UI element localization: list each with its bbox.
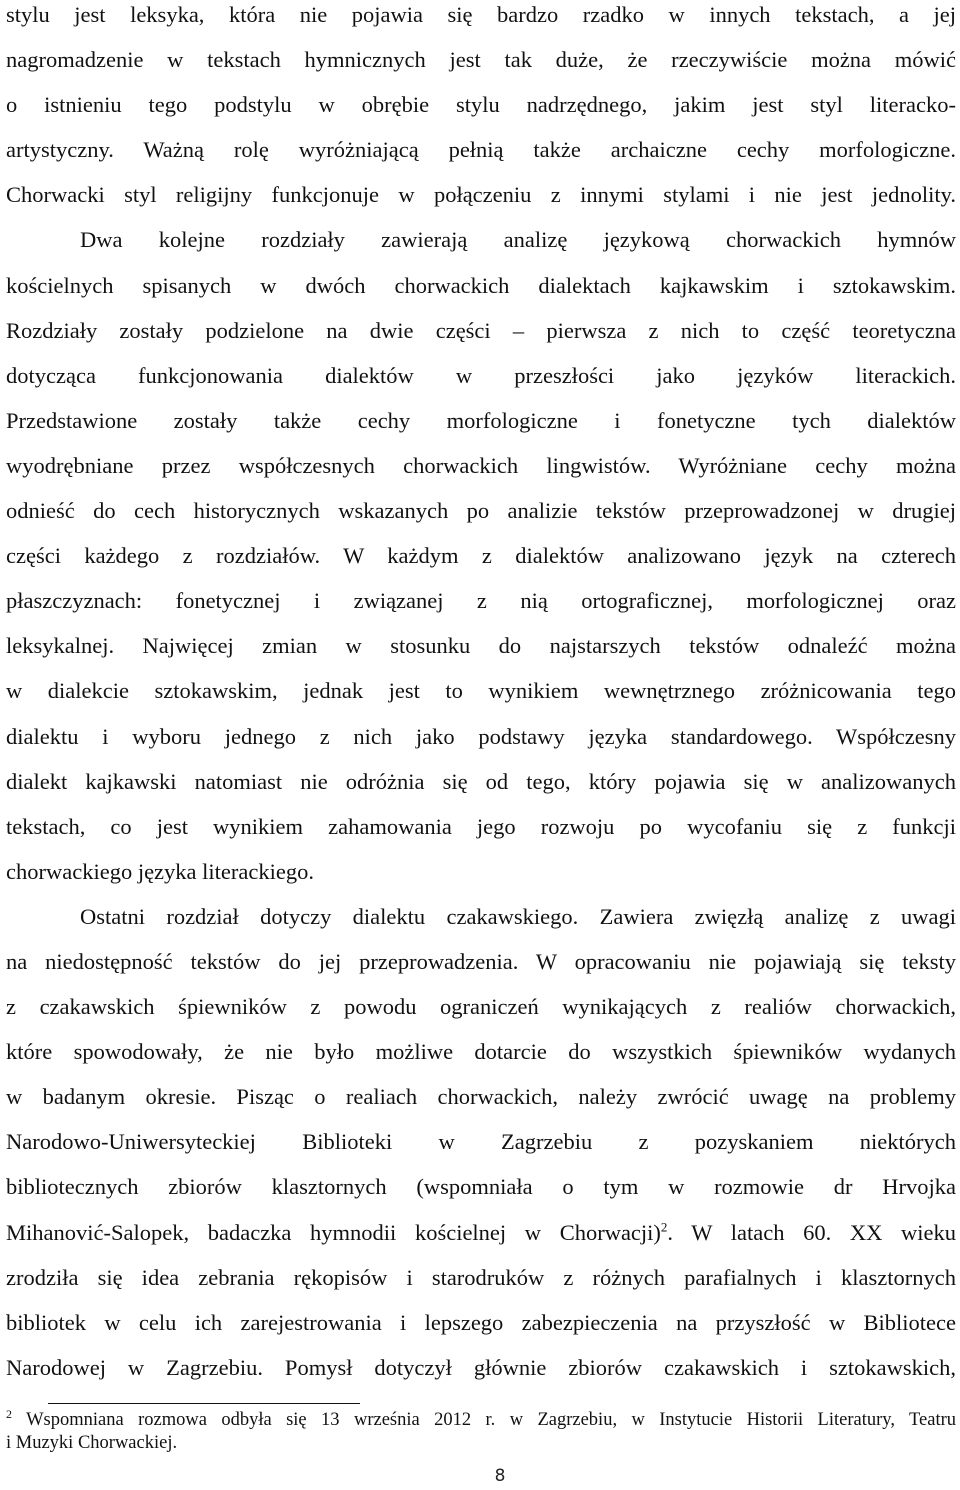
body-line: bibliotek w celu ich zarejestrowania i lepszego zabezpieczenia na przyszłość w Bibliotece	[6, 1309, 956, 1335]
body-line: Rozdziały zostały podzielone na dwie części – pierwsza z nich to część teoretyczna	[6, 317, 956, 343]
body-line: chorwackiego języka literackiego.	[6, 858, 314, 884]
body-line-with-footnote	[6, 1210, 956, 1255]
body-line: na niedostępność tekstów do jej przeprowadzenia. W opracowaniu nie pojawiają się teksty	[6, 948, 956, 974]
footnote-separator	[48, 1403, 360, 1404]
body-line: w badanym okresie. Pisząc o realiach chorwackich, należy zwrócić uwagę na problemy	[6, 1084, 956, 1110]
footnote-marker: 2	[6, 1406, 12, 1421]
body-line: które spowodowały, że nie było możliwe dotarcie do wszystkich śpiewników wydanych	[6, 1039, 956, 1065]
body-line: leksykalnej. Najwięcej zmian w stosunku do najstarszych tekstów odnaleźć można	[6, 633, 956, 659]
body-line: odnieść do cech historycznych wskazanych po analizie tekstów przeprowadzonej w drugiej	[6, 498, 956, 524]
body-line: wyodrębniane przez współczesnych chorwackich lingwistów. Wyróżniane cechy można	[6, 452, 956, 478]
body-line: Chorwacki styl religijny funkcjonuje w połączeniu z innymi stylami i nie jest jednolity.	[6, 182, 956, 208]
footnote-line: i Muzyki Chorwackiej.	[6, 1433, 178, 1453]
body-line: dialektu i wyboru jednego z nich jako podstawy języka standardowego. Współczesny	[6, 723, 956, 749]
body-line: tekstach, co jest wynikiem zahamowania jego rozwoju po wycofaniu się z funkcji	[6, 813, 956, 839]
footnote-text: Wspomniana rozmowa odbyła się 13 września 2012 r. w Zagrzebiu, w Instytucie Historii Literatury, Teatru	[12, 1410, 956, 1430]
body-line: artystyczny. Ważną rolę wyróżniającą pełnią także archaiczne cechy morfologiczne.	[6, 137, 956, 163]
body-line: zrodziła się idea zebrania rękopisów i starodruków z różnych parafialnych i klasztornych	[6, 1264, 956, 1290]
body-line: stylu jest leksyka, która nie pojawia się bardzo rzadko w innych tekstach, a jej	[6, 2, 956, 27]
body-line: części każdego z rozdziałów. W każdym z dialektów analizowano język na czterech	[6, 543, 956, 569]
document-page	[6, 0, 956, 1390]
body-line: dotycząca funkcjonowania dialektów w przeszłości jako języków literackich.	[6, 362, 956, 388]
body-text-before-ref: Mihanović-Salopek, badaczka hymnodii kościelnej w Chorwacji)	[6, 1219, 661, 1245]
body-line: z czakawskich śpiewników z powodu ograniczeń wynikających z realiów chorwackich,	[6, 994, 956, 1020]
page-number: 8	[494, 1466, 506, 1486]
body-line: Ostatni rozdział dotyczy dialektu czakawskiego. Zawiera zwięzłą analizę z uwagi	[80, 903, 956, 929]
body-line: w dialekcie sztokawskim, jednak jest to wynikiem wewnętrznego zróżnicowania tego	[6, 678, 956, 704]
body-line: nagromadzenie w tekstach hymnicznych jest tak duże, że rzeczywiście można mówić	[6, 47, 956, 73]
body-text-after-ref: . W latach 60. XX wieku	[667, 1219, 956, 1245]
body-line: o istnieniu tego podstylu w obrębie stylu nadrzędnego, jakim jest styl literacko-	[6, 92, 956, 118]
body-line: płaszczyznach: fonetycznej i związanej z nią ortograficznej, morfologicznej oraz	[6, 588, 956, 614]
footnote-line	[6, 1406, 956, 1432]
body-line: dialekt kajkawski natomiast nie odróżnia się od tego, który pojawia się w analizowanych	[6, 768, 956, 794]
body-line: bibliotecznych zbiorów klasztornych (wspomniała o tym w rozmowie dr Hrvojka	[6, 1174, 956, 1200]
body-line: Przedstawione zostały także cechy morfologiczne i fonetyczne tych dialektów	[6, 407, 956, 433]
body-line: Dwa kolejne rozdziały zawierają analizę językową chorwackich hymnów	[80, 227, 956, 253]
footnote-reference: 2	[660, 1219, 668, 1235]
body-line: Narodowo-Uniwersyteckiej Biblioteki w Zagrzebiu z pozyskaniem niektórych	[6, 1129, 956, 1155]
body-line: Narodowej w Zagrzebiu. Pomysł dotyczył głównie zbiorów czakawskich i sztokawskich,	[6, 1354, 956, 1380]
footnote	[6, 1406, 956, 1455]
body-line: kościelnych spisanych w dwóch chorwackich dialektach kajkawskim i sztokawskim.	[6, 272, 956, 298]
